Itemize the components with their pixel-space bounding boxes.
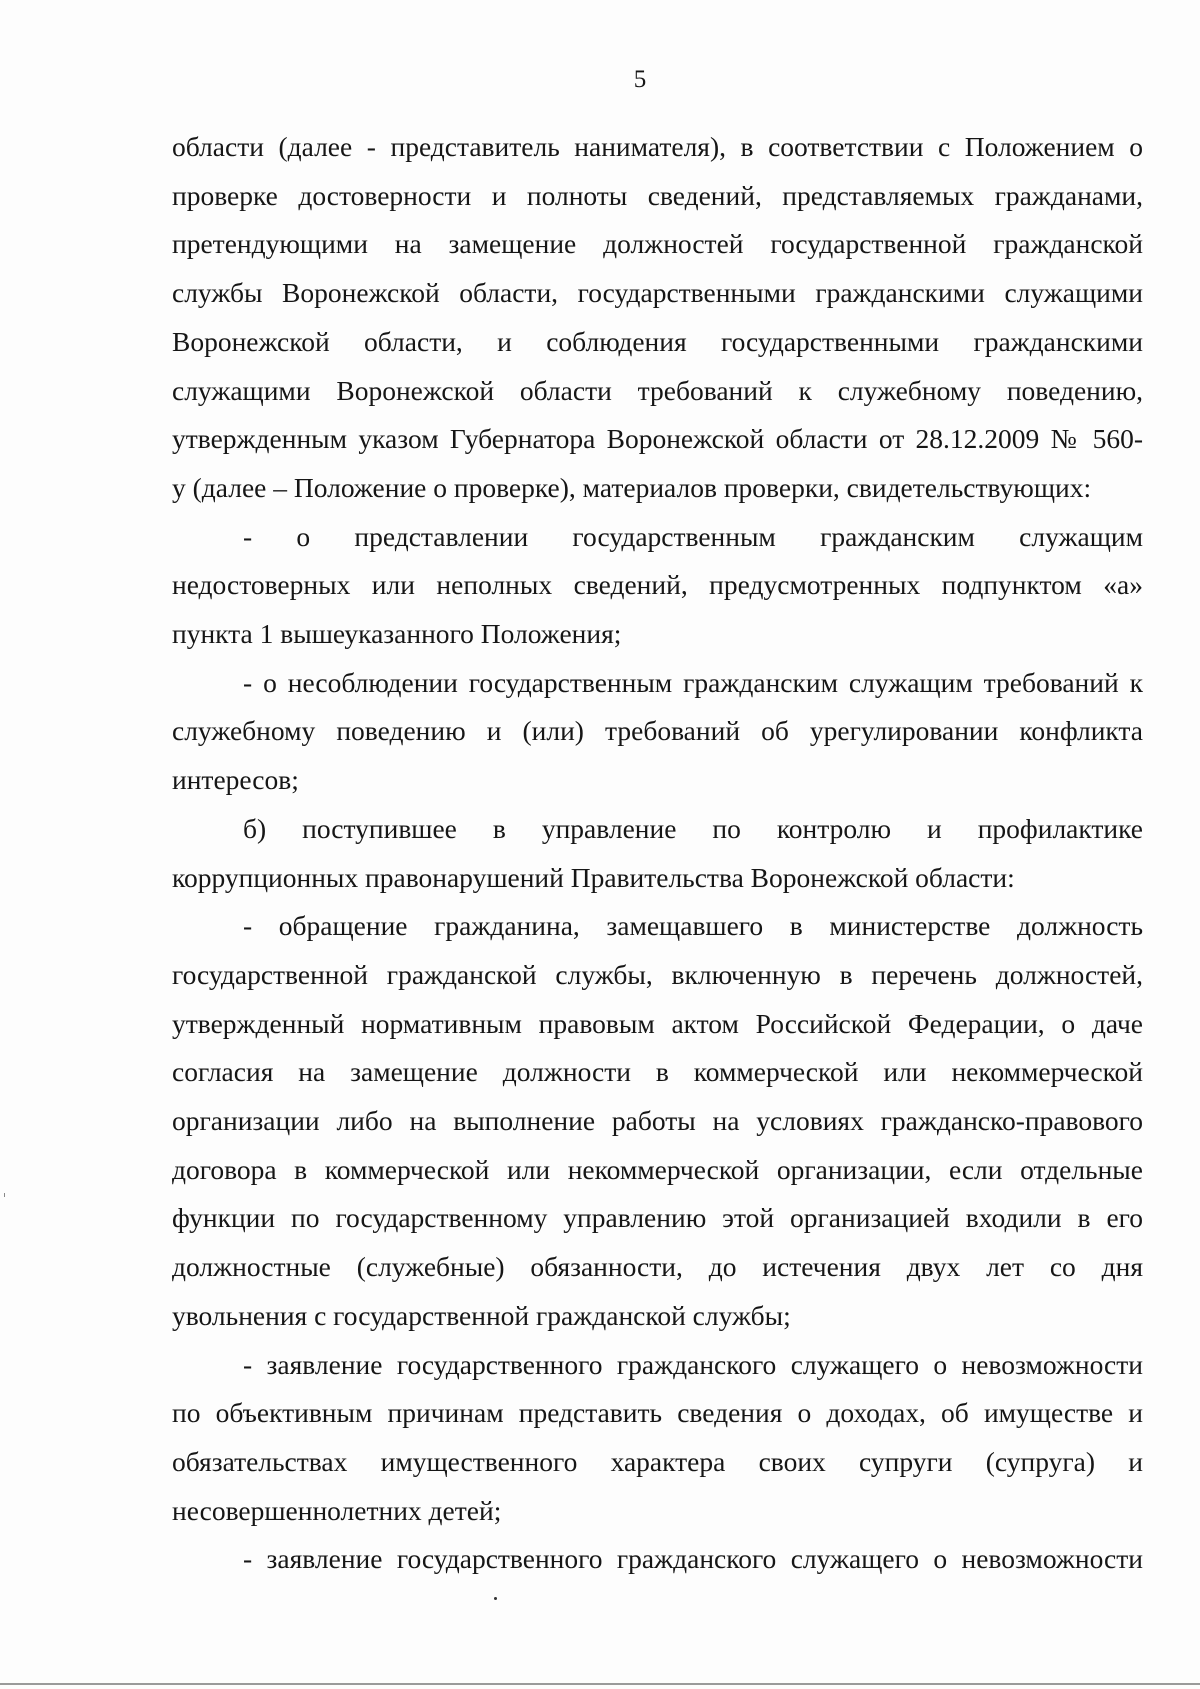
text-line: Воронежской области, и соблюдения государственными гражданскими	[172, 325, 1143, 357]
text-line: согласия на замещение должности в коммерческой или некоммерческой	[172, 1056, 1143, 1088]
text-line: функции по государственному управлению этой организацией входили в его	[172, 1202, 1143, 1234]
text-line: службы Воронежской области, государственными гражданскими служащими	[172, 277, 1143, 309]
text-line: должностные (служебные) обязанности, до истечения двух лет со дня	[172, 1251, 1143, 1283]
text-line: у (далее – Положение о проверке), материалов проверки, свидетельствующих:	[172, 471, 1092, 503]
text-line: государственной гражданской службы, включенную в перечень должностей,	[172, 958, 1143, 990]
text-line: увольнения с государственной гражданской службы;	[172, 1299, 791, 1331]
text-line: утвержденный нормативным правовым актом Российской Федерации, о даче	[172, 1007, 1143, 1039]
text-line: утвержденным указом Губернатора Воронежской области от 28.12.2009 № 560-	[172, 423, 1143, 455]
text-line: недостоверных или неполных сведений, предусмотренных подпунктом «а»	[172, 569, 1143, 601]
text-line: по объективным причинам представить сведения о доходах, об имуществе и	[172, 1397, 1143, 1429]
document-body	[172, 123, 1143, 1584]
text-line: служебному поведению и (или) требований об урегулировании конфликта	[172, 715, 1143, 747]
paragraph-6	[172, 1341, 1143, 1536]
text-line: договора в коммерческой или некоммерческой организации, если отдельные	[172, 1153, 1143, 1185]
text-line: претендующими на замещение должностей государственной гражданской	[172, 228, 1143, 260]
text-line: - о представлении государственным гражданским служащим	[243, 520, 1143, 552]
text-line: - обращение гражданина, замещавшего в министерстве должность	[243, 910, 1143, 942]
paragraph-5	[172, 902, 1143, 1340]
text-line: коррупционных правонарушений Правительства Воронежской области:	[172, 861, 1015, 893]
paragraph-2	[172, 513, 1143, 659]
paragraph-4	[172, 805, 1143, 902]
text-line: - заявление государственного гражданского служащего о невозможности	[243, 1348, 1143, 1380]
text-line: пункта 1 вышеуказанного Положения;	[172, 618, 622, 650]
paragraph-1	[172, 123, 1143, 513]
text-line: - заявление государственного гражданского служащего о невозможности	[243, 1543, 1143, 1575]
text-line: организации либо на выполнение работы на условиях гражданско-правового	[172, 1105, 1143, 1137]
text-line: б) поступившее в управление по контролю и профилактике	[243, 812, 1143, 844]
text-line: - о несоблюдении государственным гражданским служащим требований к	[243, 666, 1143, 698]
text-line: области (далее - представитель нанимателя), в соответствии с Положением о	[172, 131, 1143, 162]
margin-mark	[4, 1193, 5, 1197]
text-line: несовершеннолетних детей;	[172, 1494, 502, 1526]
text-line: интересов;	[172, 764, 299, 796]
text-line: служащими Воронежской области требований к служебному поведению,	[172, 374, 1143, 406]
paragraph-3	[172, 659, 1143, 805]
scan-speck	[494, 1597, 497, 1600]
text-line: проверке достоверности и полноты сведений, представляемых гражданами,	[172, 179, 1143, 211]
page-bottom-edge	[0, 1683, 1200, 1685]
text-line: обязательствах имущественного характера своих супруги (супруга) и	[172, 1445, 1143, 1477]
paragraph-7	[172, 1535, 1143, 1584]
page-number: 5	[633, 66, 647, 93]
